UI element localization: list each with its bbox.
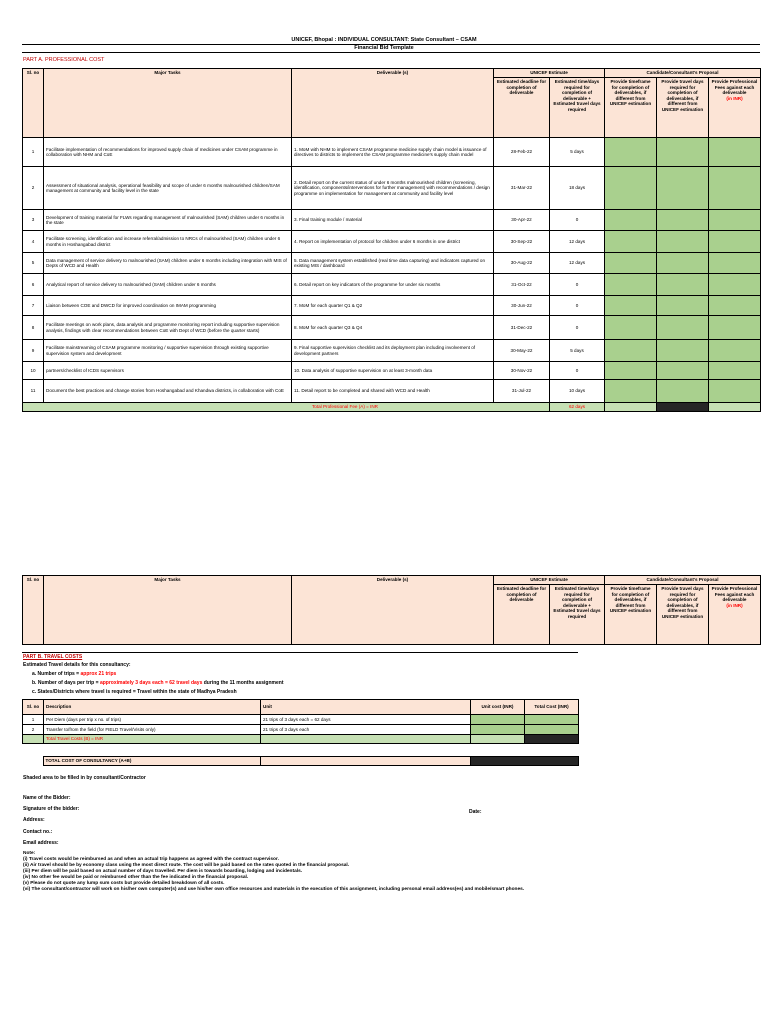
grand-total-label: TOTAL COST OF CONSULTANCY (A+B): [43, 757, 260, 766]
days-per-trip-value: approximately 3 days each = 62 travel days: [99, 680, 203, 686]
row-task: partners/checklist of ICDS supervisors: [44, 362, 292, 380]
col-unicef-estimate: UNICEF Estimate: [494, 69, 605, 78]
fees-input[interactable]: [709, 138, 761, 167]
bidder-name-label: Name of the Bidder:: [23, 795, 71, 801]
row-task: Assessment of situational analysis, operational feasibility and scope of under 6 months malnourished children/SAM management at community and facility level in the state: [44, 167, 292, 210]
grand-total-cell: [470, 757, 578, 766]
fees-input[interactable]: [709, 210, 761, 231]
travel-days-input[interactable]: [657, 274, 709, 296]
travel-days-input[interactable]: [657, 138, 709, 167]
timeframe-input[interactable]: [605, 274, 657, 296]
task-row: [23, 316, 761, 340]
col-timeframe: Provide timeframe for completion of deliverables, if different from UNICEF estimation: [605, 78, 657, 138]
fees-unit: (in INR): [726, 95, 743, 101]
row-days: 12 days: [550, 253, 605, 274]
grand-total-table: [22, 756, 579, 766]
col-unicef-estimate: UNICEF Estimate: [494, 576, 605, 585]
repeat-header-table: [22, 575, 761, 645]
col-time-days: Estimated time/days required for completion of deliverable + Estimated travel days required: [550, 585, 605, 645]
contact-label: Contact no.:: [23, 829, 53, 835]
row-task: Data management of service delivery to malnourished (SAM) children under 6 months including integration with MIS of Depts of WCD and Health: [44, 253, 292, 274]
row-days: 0: [550, 316, 605, 340]
row-deliverable: 6. Detail report on key indicators of the programme for under six months: [292, 274, 494, 296]
travel-days-input[interactable]: [657, 167, 709, 210]
email-label: Email address:: [23, 840, 59, 846]
row-deadline: 30-May-22: [494, 340, 550, 362]
timeframe-input[interactable]: [605, 362, 657, 380]
timeframe-input[interactable]: [605, 340, 657, 362]
row-task: Facilitate screening, identification and increase referral/admission to NRCs of malnourished (SAM) children under 6 months in Hoshangabad district: [44, 231, 292, 253]
trips-line: a. Number of trips = approx 21 trips: [32, 671, 117, 677]
row-task: Facilitate mainstreaming of CSAM programme monitoring / supportive supervision through existing supportive supervision system and development: [44, 340, 292, 362]
row-deadline: 30-Aug-22: [494, 253, 550, 274]
part-b-label: PART B. TRAVEL COSTS: [23, 654, 83, 660]
task-row: [23, 253, 761, 274]
timeframe-input[interactable]: [605, 253, 657, 274]
note-item: (v) Please do not quote any lump sum costs but provide detailed breakdown of all costs.: [23, 880, 225, 886]
travel-days-input[interactable]: [657, 253, 709, 274]
fees-unit: (in INR): [726, 602, 743, 608]
unit-cost-input[interactable]: [471, 725, 525, 735]
row-no: 5: [23, 253, 44, 274]
col-time-days: Estimated time/days required for completion of deliverable + Estimated travel days required: [550, 78, 605, 138]
date-label: Date:: [469, 809, 482, 815]
row-no: 1: [23, 138, 44, 167]
shaded-note: Shaded area to be filled in by consultant/Contractor: [23, 775, 146, 781]
total-travel-row: [23, 735, 579, 744]
tb-col-slno: Sl. no: [23, 700, 44, 715]
row-no: 11: [23, 380, 44, 403]
fees-label: Provide Professional Fees against each deliverable: [711, 586, 758, 603]
travel-days-input[interactable]: [657, 380, 709, 403]
travel-cost-table: [22, 699, 579, 744]
fees-input[interactable]: [709, 253, 761, 274]
task-row: [23, 138, 761, 167]
row-days: 5 days: [550, 138, 605, 167]
col-major-tasks: Major Tasks: [44, 69, 292, 138]
fees-input[interactable]: [709, 167, 761, 210]
task-row: [23, 340, 761, 362]
row-no: 2: [23, 167, 44, 210]
row-days: 0: [550, 210, 605, 231]
travel-row: [23, 725, 579, 735]
row-deadline: 31-Oct-22: [494, 274, 550, 296]
page-subtitle: Financial Bid Template: [354, 45, 414, 51]
timeframe-input[interactable]: [605, 210, 657, 231]
tb-col-description: Description: [44, 700, 261, 715]
note-item: (i) Travel costs would be reimbursed as and when an actual trip happens as agreed with the contract supervisor.: [23, 856, 279, 862]
row-days: 0: [550, 362, 605, 380]
tb-col-unit-cost: Unit cost (INR): [471, 700, 525, 715]
travel-days-input[interactable]: [657, 296, 709, 316]
fees-input[interactable]: [709, 362, 761, 380]
note-item: (iii) Per diem will be paid based on actual number of days travelled. Per diem is towards boarding, lodging and incidentals.: [23, 868, 303, 874]
row-no: 7: [23, 296, 44, 316]
row-deadline: 30-Apr-22: [494, 210, 550, 231]
subtitle-rule: [22, 52, 760, 53]
total-fees-cell: [657, 403, 709, 412]
row-deliverable: 10. Data analysis of supportive supervision on at least 3-month data: [292, 362, 494, 380]
timeframe-input[interactable]: [605, 231, 657, 253]
travel-intro: Estimated Travel details for this consultancy:: [23, 662, 131, 668]
timeframe-input[interactable]: [605, 380, 657, 403]
row-no: 9: [23, 340, 44, 362]
total-cost-input[interactable]: [525, 715, 579, 725]
col-slno: Sl. no: [23, 576, 44, 645]
col-candidate-proposal: Candidate/Consultant's Proposal: [605, 576, 761, 585]
row-deadline: 30-Sep-22: [494, 231, 550, 253]
travel-region-line: c. States/Districts where travel is required = Travel within the state of Madhya Pradesh: [32, 689, 237, 695]
col-professional-fees: [709, 585, 761, 645]
address-label: Address:: [23, 817, 45, 823]
task-row: [23, 274, 761, 296]
travel-row-description: Per Diem (days per trip x no. of trips): [44, 715, 261, 725]
fees-input[interactable]: [709, 231, 761, 253]
row-task: Development of training material for FLWs regarding management of malnourished (SAM) children under 6 months in the state: [44, 210, 292, 231]
tb-col-total-cost: Total Cost (INR): [525, 700, 579, 715]
travel-days-input[interactable]: [657, 231, 709, 253]
days-per-trip-line: b. Number of days per trip = approximately 3 days each = 62 travel days during the 11 months assignment: [32, 680, 284, 686]
signature-label: Signature of the bidder:: [23, 806, 80, 812]
row-task: Facilitate implementation of recommendations for improved supply chain of medicines under CSAM programme in collaboration with NHM and CoE: [44, 138, 292, 167]
col-professional-fees: [709, 78, 761, 138]
row-deadline: 28-Feb-22: [494, 138, 550, 167]
timeframe-input[interactable]: [605, 167, 657, 210]
row-deliverable: 2. Detail report on the current status of under 6 months malnourished children (screening, identification, components/interventions for further management) with recommendations / design programme on implementation for management at community and facility level: [292, 167, 494, 210]
row-deliverable: 7. MoM for each quarter Q1 & Q2: [292, 296, 494, 316]
part-a-label: PART A. PROFESSIONAL COST: [23, 57, 105, 63]
row-deliverable: 8. MoM for each quarter Q3 & Q4: [292, 316, 494, 340]
row-days: 12 days: [550, 231, 605, 253]
col-candidate-proposal: Candidate/Consultant's Proposal: [605, 69, 761, 78]
col-travel-days: Provide travel days required for completion of deliverables, if different from UNICEF estimation: [657, 78, 709, 138]
travel-days-input[interactable]: [657, 340, 709, 362]
col-deliverable: Deliverable (s): [292, 69, 494, 138]
row-days: 5 days: [550, 340, 605, 362]
row-deadline: 30-Jun-22: [494, 296, 550, 316]
part-b-rule: [22, 652, 578, 653]
note-item: (vi) The consultant/contractor will work on his/her own computer(s) and use his/her own office resources and materials in the execution of this assignment, including personal email address(es) and mobile/smart phones.: [23, 886, 525, 892]
task-row: [23, 167, 761, 210]
row-deliverable: 5. Data management system established (real time data capturing) and indicators captured on existing MIS / dashboard: [292, 253, 494, 274]
travel-days-input[interactable]: [657, 210, 709, 231]
task-row: [23, 296, 761, 316]
row-no: 4: [23, 231, 44, 253]
notes-block: [23, 851, 753, 893]
row-task: Analytical report of service delivery to malnourished (SAM) children under 6 months: [44, 274, 292, 296]
travel-row-no: 2: [23, 725, 44, 735]
total-cost-input[interactable]: [525, 725, 579, 735]
row-task: Facilitate meetings on work plans, data analysis and programme monitoring report including supportive supervision analysis, findings with clear recommendations between CoE with Dept of WCD (before the quarter starts): [44, 316, 292, 340]
row-no: 10: [23, 362, 44, 380]
col-deadline: Estimated deadline for completion of deliverable: [494, 585, 550, 645]
fees-input[interactable]: [709, 274, 761, 296]
travel-days-input[interactable]: [657, 316, 709, 340]
timeframe-input[interactable]: [605, 138, 657, 167]
row-deliverable: 3. Final training module / material: [292, 210, 494, 231]
row-deliverable: 4. Report on implementation of protocol for children under 6 months in one district: [292, 231, 494, 253]
total-travel-label: Total Travel Costs (B) = INR: [44, 735, 261, 744]
travel-row-unit: 21 trips of 3 days each: [261, 725, 471, 735]
row-days: 0: [550, 274, 605, 296]
note-item: (iv) No other fee would be paid or reimbursed other than the fee indicated in the financial proposal.: [23, 874, 249, 880]
fees-input[interactable]: [709, 296, 761, 316]
travel-row-unit: 21 trips of 3 days each = 62 days: [261, 715, 471, 725]
col-timeframe: Provide timeframe for completion of deliverables, if different from UNICEF estimation: [605, 585, 657, 645]
row-deliverable: 1. MoM with NHM to implement CSAM programme medicine supply chain model & issuance of directives to districts to implement the CSAM programme medicine's supply chain model: [292, 138, 494, 167]
total-professional-label: Total Professional Fee (A) = INR: [23, 403, 550, 412]
note-item: (ii) Air travel should be by economy class using the most direct route. The cost will be paid based on the rates quoted in the financial proposal.: [23, 862, 350, 868]
total-professional-row: [23, 403, 761, 412]
timeframe-input[interactable]: [605, 296, 657, 316]
row-task: Liaison between COE and DWCD for improved coordination on IMAM programming: [44, 296, 292, 316]
task-row: [23, 362, 761, 380]
tb-col-unit: Unit: [261, 700, 471, 715]
page-title: UNICEF, Bhopal : INDIVIDUAL CONSULTANT: State Consultant – CSAM: [291, 37, 477, 43]
row-deadline: 31-Jul-22: [494, 380, 550, 403]
total-days: 62 days: [550, 403, 605, 412]
fees-input[interactable]: [709, 316, 761, 340]
col-major-tasks: Major Tasks: [44, 576, 292, 645]
row-deadline: 31-Mar-22: [494, 167, 550, 210]
trips-value: approx 21 trips: [80, 671, 117, 677]
fees-input[interactable]: [709, 380, 761, 403]
travel-row: [23, 715, 579, 725]
notes-title: Note:: [23, 851, 36, 856]
professional-cost-table: [22, 68, 761, 412]
fees-label: Provide Professional Fees against each deliverable: [711, 79, 758, 96]
row-no: 3: [23, 210, 44, 231]
col-deadline: Estimated deadline for completion of deliverable: [494, 78, 550, 138]
row-task: Document the best practices and change stories from Hoshangabad and Khandwa districts, in collaboration with CoE: [44, 380, 292, 403]
row-deliverable: 11. Detail report to be completed and shared with WCD and Health: [292, 380, 494, 403]
col-slno: Sl. no: [23, 69, 44, 138]
row-deadline: 30-Nov-22: [494, 362, 550, 380]
row-days: 0: [550, 296, 605, 316]
fees-input[interactable]: [709, 340, 761, 362]
timeframe-input[interactable]: [605, 316, 657, 340]
row-no: 8: [23, 316, 44, 340]
col-deliverable: Deliverable (s): [292, 576, 494, 645]
row-days: 10 days: [550, 380, 605, 403]
row-days: 18 days: [550, 167, 605, 210]
task-row: [23, 210, 761, 231]
unit-cost-input[interactable]: [471, 715, 525, 725]
travel-row-description: Transfer to/from the field (for FIELD Travel/Visits only): [44, 725, 261, 735]
col-travel-days: Provide travel days required for completion of deliverables, if different from UNICEF estimation: [657, 585, 709, 645]
row-deadline: 31-Dec-22: [494, 316, 550, 340]
travel-days-input[interactable]: [657, 362, 709, 380]
total-travel-cell: [525, 735, 579, 744]
task-row: [23, 231, 761, 253]
travel-row-no: 1: [23, 715, 44, 725]
task-row: [23, 380, 761, 403]
row-deliverable: 9. Final supportive supervision checklist and its deployment plan including involvement of development partners: [292, 340, 494, 362]
row-no: 6: [23, 274, 44, 296]
